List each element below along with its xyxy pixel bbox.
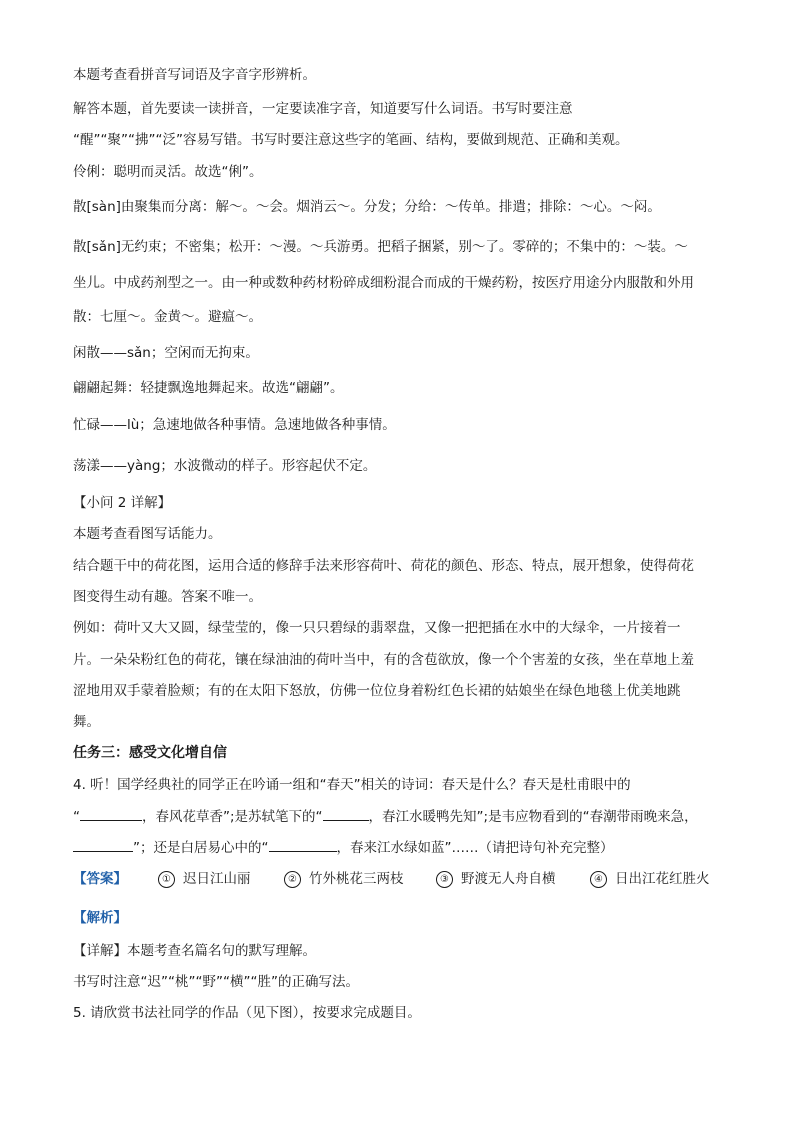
writing-note: 书写时注意“迟”“桃”“野”“横”“胜”的正确写法。 — [73, 974, 359, 990]
answer-tag: 【答案】 — [73, 871, 127, 887]
blank-3 — [73, 837, 133, 852]
circle-number: ② — [284, 871, 301, 888]
question-4-line3 — [73, 837, 614, 858]
circle-number: ① — [158, 871, 175, 888]
text-line: 本题考查看图写话能力。 — [73, 526, 222, 542]
answer-item — [158, 869, 251, 889]
answer-text: 野渡无人舟自横 — [461, 871, 556, 887]
circle-number: ④ — [590, 871, 607, 888]
answer-item — [436, 869, 556, 889]
question-text: ，春江水暖鸭先知”;是韦应物看到的“春潮带雨晚来急， — [368, 809, 698, 825]
text-line: 伶俐：聪明而灵活。故选“俐”。 — [73, 164, 263, 180]
question-text: ，春来江水绿如蓝”……（请把诗句补充完整） — [336, 840, 614, 856]
text-line: 例如：荷叶又大又圆，绿莹莹的，像一只只碧绿的翡翠盘，又像一把把插在水中的大绿伞，一片接着一 — [73, 620, 681, 636]
text-line: 忙碌——lù；急速地做各种事情。急速地做各种事情。 — [73, 417, 396, 433]
text-line: 片。一朵朵粉红色的荷花，镶在绿油油的荷叶当中，有的含苞欲放，像一个个害羞的女孩，坐在草地上羞 — [73, 652, 694, 668]
answer-item — [284, 869, 404, 889]
text-line: 本题考查看拼音写词语及字音字形辨析。 — [73, 67, 316, 83]
blank-1 — [80, 806, 142, 821]
question-4-line1: 4. 听！国学经典社的同学正在吟诵一组和“春天”相关的诗词：春天是什么？春天是杜甫眼中的 — [73, 777, 631, 793]
question-5: 5. 请欣赏书法社同学的作品（见下图），按要求完成题目。 — [73, 1005, 421, 1021]
answer-text: 日出江花红胜火 — [615, 871, 710, 887]
text-line: 舞。 — [73, 714, 100, 730]
text-line: 闲散——sǎn；空闲而无拘束。 — [73, 345, 259, 361]
blank-4 — [269, 837, 337, 852]
text-line: 图变得生动有趣。答案不唯一。 — [73, 589, 262, 605]
analysis-tag: 【解析】 — [73, 910, 127, 926]
text-line: “醒”“聚”“拂”“泛”容易写错。书写时要注意这些字的笔画、结构，要做到规范、正确和美观。 — [73, 132, 629, 148]
question-text: ”；还是白居易心中的“ — [133, 840, 269, 856]
blank-2 — [323, 806, 369, 821]
text-line: 翩翩起舞：轻捷飘逸地舞起来。故选“翩翩”。 — [73, 380, 344, 396]
text-line: 解答本题，首先要读一读拼音，一定要读准字音，知道要写什么词语。书写时要注意 — [73, 101, 573, 117]
circle-number: ③ — [436, 871, 453, 888]
question-4-line2 — [73, 806, 698, 827]
text-line: 散[sǎn]无约束；不密集；松开：～漫。～兵游勇。把稻子捆紧，别～了。零碎的；不集中的：～装。～ — [73, 239, 688, 255]
section-heading: 任务三：感受文化增自信 — [73, 745, 227, 761]
text-line: 结合题干中的荷花图，运用合适的修辞手法来形容荷叶、荷花的颜色、形态、特点，展开想象，使得荷花 — [73, 558, 694, 574]
text-line: 涩地用双手蒙着脸颊；有的在太阳下怒放，仿佛一位位身着粉红色长裙的姑娘坐在绿色地毯上优美地跳 — [73, 683, 681, 699]
quote-open: “ — [73, 809, 80, 825]
answer-item — [590, 869, 710, 889]
text-line: 散[sàn]由聚集而分离：解～。～会。烟消云～。分发；分给：～传单。排遣；排除：～心。～闷。 — [73, 199, 661, 215]
answer-text: 竹外桃花三两枝 — [309, 871, 404, 887]
text-line: 坐儿。中成药剂型之一。由一种或数种药材粉碎成细粉混合而成的干燥药粉，按医疗用途分内服散和外用 — [73, 275, 694, 291]
sub-question-heading: 【小问 2 详解】 — [73, 495, 172, 511]
text-line: 荡漾——yàng；水波微动的样子。形容起伏不定。 — [73, 458, 377, 474]
text-line: 散：七厘～。金黄～。避瘟～。 — [73, 309, 262, 325]
answer-text: 迟日江山丽 — [183, 871, 251, 887]
detail-line: 【详解】本题考查名篇名句的默写理解。 — [73, 943, 316, 959]
question-text: ，春风花草香”;是苏轼笔下的“ — [142, 809, 323, 825]
